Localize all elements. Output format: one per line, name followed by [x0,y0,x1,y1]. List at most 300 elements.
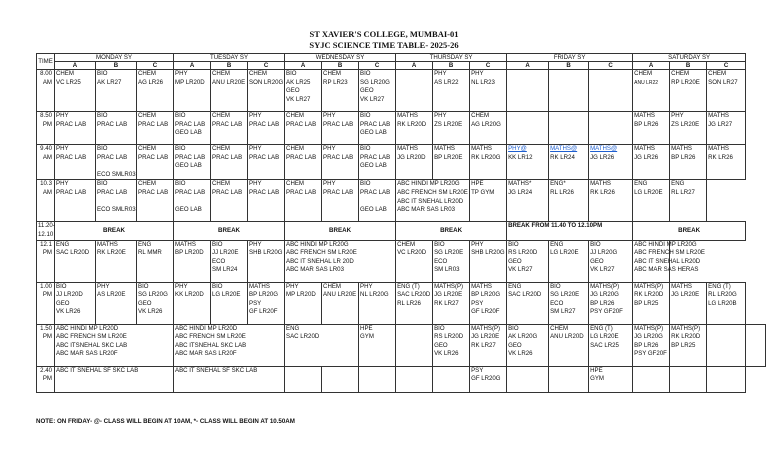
class-cell [359,145,396,180]
class-cell [670,145,707,180]
division-label: B [96,62,137,70]
class-entry: MATHS(P) [471,324,501,332]
class-entry: AS LR22 [434,78,459,86]
slot-row [37,282,766,324]
class-entry: PRAC LAB [212,120,243,128]
class-entry [360,198,394,207]
class-cell [55,180,96,222]
class-cell [589,324,633,366]
break-cell: BREAK [55,222,174,240]
class-entry: SAC LR20D [286,333,320,341]
class-cell [589,70,633,112]
class-cell [549,180,589,222]
class-entry: JJ LR20D [56,291,83,299]
class-entry: BP LR26 [634,120,659,128]
class-cell [670,366,707,392]
day-header: MONDAY SY [55,54,174,62]
class-entry: MATHS [97,240,118,248]
class-entry: ZS LR20E [671,120,700,128]
division-label: A [285,62,322,70]
class-cell [248,112,285,145]
class-entry: SON LR27 [708,78,738,86]
class-entry: BIO [286,70,297,77]
class-cell [322,70,359,112]
class-entry: MATHS [471,145,492,152]
day-header: THURSDAY SY [396,54,507,62]
break-cell: BREAK [396,222,507,240]
class-entry: CHEM [249,70,267,77]
class-entry: CHEM [212,180,230,188]
class-entry: MATHS* [508,180,532,188]
class-cell [248,70,285,112]
class-entry: BP LR20E [434,153,463,161]
class-entry: CHEM [471,112,490,119]
time-label: 2.40 [40,366,52,374]
class-cell [174,112,211,145]
class-entry: VK LR27 [508,266,533,274]
class-cell [633,282,670,324]
class-cell [137,70,174,112]
class-cell [670,180,707,222]
class-entry: PHY [249,145,262,152]
break-cell: BREAK FROM 11.40 TO 12.10PM [507,222,633,240]
class-entry: GEO [286,87,300,95]
class-entry: ENG [634,180,648,188]
class-entry: PRAC LAB [97,188,128,196]
class-entry: PHY [56,145,69,152]
class-cell [707,70,746,112]
class-entry: CHEM [671,70,690,77]
class-entry: GEO LAB [175,206,202,214]
division-label: C [589,62,633,70]
time-label: 12.10 [38,230,54,238]
class-entry: CHEM [138,145,156,152]
class-cell [359,180,396,222]
class-cell [396,145,433,180]
class-entry: BP LR20D [175,249,204,257]
class-entry: PRAC LAB [97,120,128,128]
division-label: C [248,62,285,70]
class-cell [470,324,507,366]
class-entry: PRAC LAB [56,153,87,161]
class-entry: RK LR20D [397,120,427,128]
class-entry: CHEM [550,324,569,332]
class-cell [470,145,507,180]
class-cell [96,282,137,324]
class-entry: RK LR26 [708,153,733,161]
class-entry [97,198,135,207]
class-cell [589,112,633,145]
class-entry: RS LR20D [434,333,464,341]
class-cell [707,366,746,392]
class-cell [433,145,470,180]
day-header-row [37,54,766,62]
class-entry: AK LR20G [508,333,538,341]
class-cell [211,240,248,282]
class-cell [433,324,470,366]
class-entry: PHY [323,180,336,188]
class-entry: GEO [360,87,374,95]
division-label: C [707,62,746,70]
division-label: C [470,62,507,70]
class-entry: CHEM [212,70,230,77]
class-cell [211,282,248,324]
class-entry: PHY [97,282,110,290]
time-cell [37,180,55,222]
class-entry: PRAC LAB [56,120,87,128]
class-entry: PHY [249,180,262,188]
class-entry [97,162,135,171]
class-entry: PRAC LAB [323,153,354,161]
class-entry: JG LR20E [434,291,463,299]
class-entry: MATHS [590,180,611,188]
class-cell [137,180,174,222]
class-cell [470,282,507,324]
class-entry: PRAC LAB [212,188,243,196]
slot-row [37,366,766,392]
class-entry: CHEM [138,70,156,77]
class-entry: RK LR26 [590,188,615,196]
class-entry: PHY@ [508,145,527,152]
class-cell [359,324,396,366]
class-entry: HPE [590,366,603,374]
class-cell [285,70,322,112]
class-entry: MATHS [671,145,693,152]
class-cell [549,366,589,392]
class-cell [359,70,396,112]
class-entry: GEO [508,257,522,265]
time-label: 1.00 [40,282,52,290]
class-cell [470,240,507,282]
class-entry: NL LR23 [471,78,495,86]
class-entry: AK LR27 [97,78,122,86]
class-entry: MATHS(P) [634,324,664,332]
class-cell [322,112,359,145]
class-cell [633,366,670,392]
time-cell [37,282,55,324]
class-entry: ABC IT SNEHAL LR20D [634,257,701,265]
class-entry: BP LR25 [671,341,696,349]
class-entry: ABC FRENCH SM LR20E [56,333,127,341]
class-cell [589,145,633,180]
class-entry: GEO LAB [175,162,202,170]
class-entry: PHY [56,112,69,119]
time-label: PM [42,249,52,257]
class-entry: ABC IT SNEHAL SF SKC LAB [56,366,139,374]
class-entry: PRAC LAB [323,120,354,128]
class-cell [549,282,589,324]
class-entry: PRAC LAB [360,120,391,128]
class-entry: JG LR26 [634,153,659,161]
class-entry: KK LR20D [175,291,204,299]
class-cell [55,324,174,366]
class-entry: BIO [360,145,371,152]
class-entry: SON LR20G [249,78,284,86]
class-cell [96,180,137,222]
class-entry: PHY [249,112,262,119]
class-cell [549,240,589,282]
class-entry: KK LR12 [508,153,533,161]
class-entry: MATHS@ [550,145,578,152]
class-entry: PRAC LAB [212,153,243,161]
class-cell [433,366,470,392]
class-entry: MATHS [671,282,693,290]
time-label: PM [42,333,52,341]
class-cell [507,145,549,180]
class-entry: ABC FRENCH SM LR20E [634,249,705,257]
class-cell [549,324,589,366]
class-entry: ABC HINDI MP LR20G [286,240,349,248]
division-label: B [549,62,589,70]
division-label: A [55,62,96,70]
class-entry: RL LR26 [397,299,421,307]
class-entry: BIO [138,282,149,290]
division-label: B [433,62,470,70]
class-cell [707,112,746,145]
class-entry: BIO [175,145,186,152]
class-cell [589,282,633,324]
class-entry: PRAC LAB [175,120,206,128]
class-entry: BIO [97,145,108,152]
class-cell [174,282,211,324]
college-title: ST XAVIER'S COLLEGE, MUMBAI-01 [309,29,459,39]
class-entry: CHEM [286,145,304,152]
class-entry: RS LR20D [508,249,538,257]
class-entry: PHY [471,70,484,77]
class-entry: PRAC LAB [249,188,280,196]
time-cell [37,366,55,392]
class-entry: AS LR20E [97,291,126,299]
class-entry: PRAC LAB [286,120,317,128]
class-entry: ENG (T) [397,282,420,290]
class-entry: PHY [434,70,447,77]
class-cell [433,282,470,324]
class-entry: AG LR26 [138,78,164,86]
time-cell [37,112,55,145]
class-cell [96,145,137,180]
class-cell [322,180,359,222]
break-cell: BREAK [174,222,285,240]
class-entry: MATHS [471,282,492,290]
class-entry: MATHS [175,240,196,248]
class-cell [633,112,670,145]
class-entry: CHEM [56,70,74,77]
class-entry: ANU LR22 [634,79,659,86]
class-cell [396,240,433,282]
time-label: PM [42,375,52,383]
time-label: 8.00 [40,70,52,77]
class-entry: ANU LR20E [323,291,357,299]
timetable [36,53,766,393]
class-entry: ENG [508,282,522,290]
class-entry: BIO [360,112,371,119]
time-label: PM [42,120,52,128]
class-cell [396,70,433,112]
class-cell [396,282,433,324]
break-cell: BREAK [633,222,746,240]
class-entry: RK LR27 [471,341,496,349]
class-entry: GEO LAB [360,129,387,137]
class-entry: BIO [360,70,371,77]
class-entry: PRAC LAB [138,153,169,161]
class-cell [633,240,705,282]
class-entry: PHY [249,240,262,248]
class-entry: SHB LR20G [249,249,283,257]
class-cell [507,112,549,145]
class-entry: SHB LR20G [471,249,505,257]
class-entry: RK LR20E [97,249,126,257]
class-entry: VK LR26 [434,350,459,358]
class-cell [507,282,549,324]
class-entry: ABC MAR SAS LR03 [397,206,455,214]
class-entry: ECO [212,257,226,265]
class-entry: PHY [56,180,69,188]
time-cell [37,145,55,180]
class-entry: CHEM [323,282,341,290]
time-label: PM [42,291,52,299]
class-entry: BIO [360,180,371,188]
class-entry: VK LR27 [360,95,385,103]
class-entry: PSY GF20F [634,350,667,358]
class-entry: PRAC LAB [249,153,280,161]
class-cell [211,145,248,180]
class-entry: LG LR20E [590,333,619,341]
class-entry: MP LR20D [286,291,316,299]
time-cell [37,240,55,282]
class-cell [96,240,137,282]
class-cell [549,145,589,180]
class-entry: ABC MAR SAS LR20F [56,350,118,358]
class-entry: ECO [434,257,448,265]
class-entry: CHEM [708,70,727,77]
class-entry: GEO [434,341,448,349]
class-cell [549,112,589,145]
class-entry: MATHS(P) [634,282,664,290]
class-cell [507,70,549,112]
class-entry: CHEM [138,112,156,119]
class-entry: CHEM [212,145,230,152]
class-cell [322,145,359,180]
class-cell [248,180,285,222]
time-label: AM [42,153,52,161]
class-entry: BIO [56,282,67,290]
class-entry: ABC ITSNEHAL SKC LAB [56,341,128,349]
slot-row [37,222,766,240]
class-entry: ENG (T) [590,324,613,332]
class-entry: BIO [97,180,108,188]
class-entry: SAC LR25 [590,341,619,349]
class-entry: CHEM [397,240,416,248]
class-entry: RL LR27 [671,188,695,196]
class-entry: LG LR20E [634,188,663,196]
class-entry: SM LR24 [212,266,238,274]
class-entry: BP LR26 [590,299,615,307]
class-entry: PRAC LAB [360,188,391,196]
class-cell [707,282,746,324]
class-entry: MATHS [634,145,656,152]
class-entry: PHY [671,112,684,119]
class-cell [707,145,746,180]
class-entry: VK LR27 [286,95,311,103]
class-cell [137,112,174,145]
class-entry: JG LR20E [671,291,700,299]
class-cell [285,112,322,145]
division-label: A [174,62,211,70]
class-entry: PSY [471,299,484,307]
class-entry [175,198,209,207]
class-entry: ABC ITSNEHAL SKC LAB [175,341,247,349]
class-entry: PHY [434,112,447,119]
class-cell [396,180,470,222]
time-cell [37,324,55,366]
class-entry: BIO [97,70,108,77]
class-cell [470,180,507,222]
class-entry: ABC HINDI MP LR20D [56,324,119,332]
time-label: 8.50 [40,112,52,119]
class-entry: RP LR20E [671,78,700,86]
class-entry: ENG [671,180,685,188]
class-entry: MATHS [434,145,455,152]
class-entry: BP LR26 [671,153,696,161]
class-entry: VK LR26 [508,350,533,358]
class-entry: JJ LR20G [590,249,618,257]
class-entry: MATHS [708,112,730,119]
class-cell [248,240,285,282]
class-entry: GF LR20F [471,308,500,316]
class-cell [285,282,322,324]
class-entry: ABC MAR SAS LR03 [286,266,344,274]
class-entry: GF LR20G [471,375,501,383]
class-entry: ECO SMLR03 [97,206,136,214]
class-cell [589,240,633,282]
class-entry: JG LR20G [634,333,663,341]
class-entry: PRAC LAB [138,188,169,196]
slot-row [37,145,766,180]
time-label: 9.40 [40,145,52,152]
class-cell [248,145,285,180]
class-entry: PHY [175,282,188,290]
class-entry: MATHS(P) [671,324,701,332]
class-entry: MATHS [397,112,418,119]
slot-row [37,324,766,366]
class-entry: CHEM [323,70,341,77]
class-entry: BIO [175,112,186,119]
class-cell [55,70,96,112]
class-entry: ECO SMLR03 [97,170,136,178]
class-entry: PHY [286,282,299,290]
class-entry: VK LR26 [56,308,81,316]
class-cell [285,324,359,366]
class-entry: CHEM [286,180,304,188]
class-entry: LG LR20E [212,291,241,299]
class-entry: ABC IT SNEHAL SF SKC LAB [175,366,258,374]
class-entry: ECO [550,299,564,307]
class-cell [670,112,707,145]
class-cell [322,366,359,392]
class-entry: PRAC LAB [360,153,391,161]
class-entry: JG LR20D [397,153,426,161]
slot-row [37,180,766,222]
class-cell [507,240,549,282]
class-entry: ABC FRENCH SM LR20E [286,249,357,257]
class-cell [670,324,707,366]
class-entry: PRAC LAB [175,153,206,161]
class-cell [96,112,137,145]
class-entry: PHY [471,240,484,248]
class-entry: PHY [323,145,336,152]
class-entry: AG LR20G [471,120,501,128]
class-entry: PRAC LAB [175,188,206,196]
